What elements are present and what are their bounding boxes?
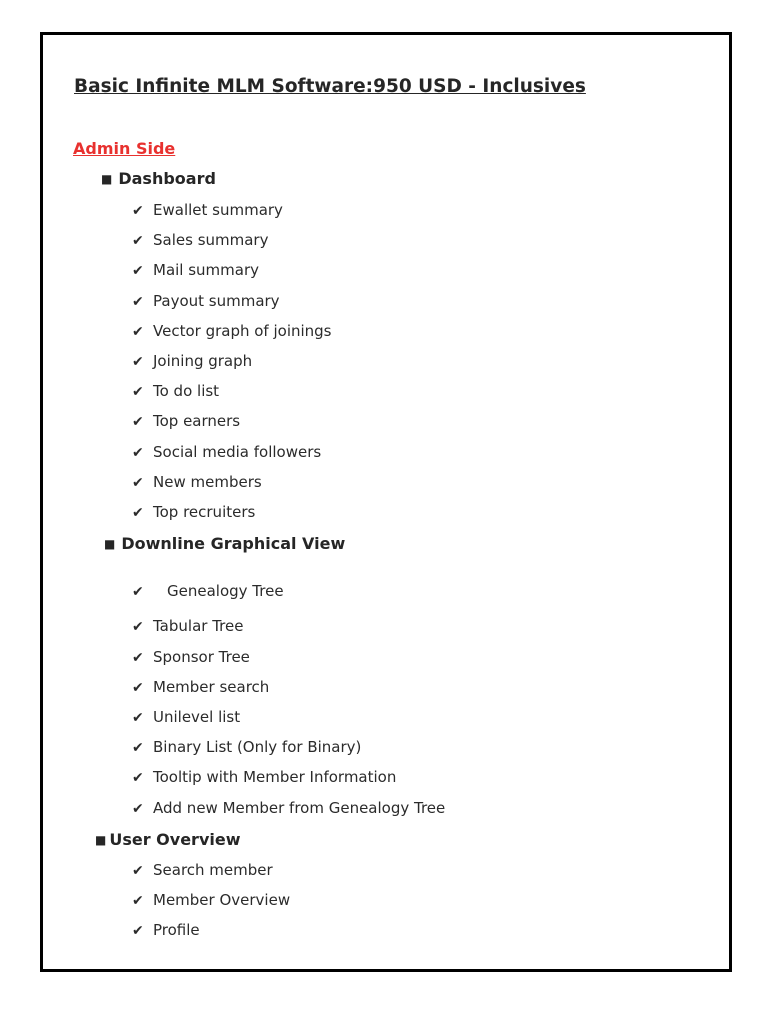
checkmark-icon: ✔ bbox=[132, 414, 144, 430]
list-item bbox=[132, 231, 268, 249]
checkmark-icon: ✔ bbox=[132, 680, 144, 696]
checkmark-icon: ✔ bbox=[132, 233, 144, 249]
list-item bbox=[132, 648, 250, 666]
list-item bbox=[132, 768, 396, 786]
checkmark-icon: ✔ bbox=[132, 863, 144, 879]
list-item bbox=[132, 473, 262, 491]
checkmark-icon: ✔ bbox=[132, 263, 144, 279]
list-item-label: Genealogy Tree bbox=[167, 582, 284, 600]
list-item-label: Sponsor Tree bbox=[153, 648, 250, 666]
document-title: Basic Infinite MLM Software:950 USD - Inclusives bbox=[74, 76, 586, 97]
checkmark-icon: ✔ bbox=[132, 650, 144, 666]
checkmark-icon: ✔ bbox=[132, 354, 144, 370]
list-item bbox=[132, 582, 284, 600]
group-heading-dashboard bbox=[101, 169, 216, 188]
list-item-label: Unilevel list bbox=[153, 708, 241, 726]
list-item-label: Tooltip with Member Information bbox=[153, 768, 397, 786]
square-bullet-icon: ■ bbox=[104, 537, 116, 551]
checkmark-icon: ✔ bbox=[132, 445, 144, 461]
list-item-label: To do list bbox=[153, 382, 220, 400]
list-item bbox=[132, 708, 240, 726]
checkmark-icon: ✔ bbox=[132, 893, 144, 909]
list-item-label: Payout summary bbox=[153, 292, 280, 310]
list-item bbox=[132, 352, 252, 370]
checkmark-icon: ✔ bbox=[132, 619, 144, 635]
list-item bbox=[132, 799, 445, 817]
list-item-label: Joining graph bbox=[153, 352, 253, 370]
list-item bbox=[132, 678, 269, 696]
list-item-label: Ewallet summary bbox=[153, 201, 283, 219]
checkmark-icon: ✔ bbox=[132, 710, 144, 726]
checkmark-icon: ✔ bbox=[132, 475, 144, 491]
checkmark-icon: ✔ bbox=[132, 740, 144, 756]
list-item bbox=[132, 617, 243, 635]
list-item bbox=[132, 443, 321, 461]
list-item-label: Top earners bbox=[153, 412, 241, 430]
checkmark-icon: ✔ bbox=[132, 801, 144, 817]
list-item-label: Social media followers bbox=[153, 443, 322, 461]
list-item bbox=[132, 382, 219, 400]
checkmark-icon: ✔ bbox=[132, 384, 144, 400]
list-item bbox=[132, 322, 332, 340]
list-item bbox=[132, 201, 283, 219]
list-item bbox=[132, 503, 255, 521]
list-item-label: Binary List (Only for Binary) bbox=[153, 738, 362, 756]
list-item-label: Profile bbox=[153, 921, 200, 939]
list-item bbox=[132, 861, 273, 879]
section-heading-admin-side: Admin Side bbox=[73, 139, 176, 158]
group-heading-label: Downline Graphical View bbox=[121, 534, 346, 553]
checkmark-icon: ✔ bbox=[132, 770, 144, 786]
square-bullet-icon: ■ bbox=[101, 172, 113, 186]
list-item-label: Top recruiters bbox=[153, 503, 256, 521]
list-item-label: Member search bbox=[153, 678, 270, 696]
list-item bbox=[132, 891, 290, 909]
list-item-label: Sales summary bbox=[153, 231, 269, 249]
checkmark-icon: ✔ bbox=[132, 584, 144, 600]
group-heading-downline-graphical-view bbox=[104, 534, 345, 553]
square-bullet-icon: ■ bbox=[95, 833, 107, 847]
list-item-label: Add new Member from Genealogy Tree bbox=[153, 799, 446, 817]
list-item bbox=[132, 292, 280, 310]
list-item bbox=[132, 738, 361, 756]
list-item bbox=[132, 921, 200, 939]
group-heading-label: Dashboard bbox=[118, 169, 216, 188]
checkmark-icon: ✔ bbox=[132, 923, 144, 939]
checkmark-icon: ✔ bbox=[132, 324, 144, 340]
list-item-label: New members bbox=[153, 473, 262, 491]
list-item bbox=[132, 412, 240, 430]
checkmark-icon: ✔ bbox=[132, 294, 144, 310]
list-item-label: Tabular Tree bbox=[153, 617, 244, 635]
list-item-label: Vector graph of joinings bbox=[153, 322, 332, 340]
list-item bbox=[132, 261, 259, 279]
checkmark-icon: ✔ bbox=[132, 505, 144, 521]
list-item-label: Mail summary bbox=[153, 261, 260, 279]
group-heading-user-overview bbox=[95, 830, 241, 849]
group-heading-label: User Overview bbox=[109, 830, 241, 849]
list-item-label: Member Overview bbox=[153, 891, 291, 909]
list-item-label: Search member bbox=[153, 861, 273, 879]
checkmark-icon: ✔ bbox=[132, 203, 144, 219]
